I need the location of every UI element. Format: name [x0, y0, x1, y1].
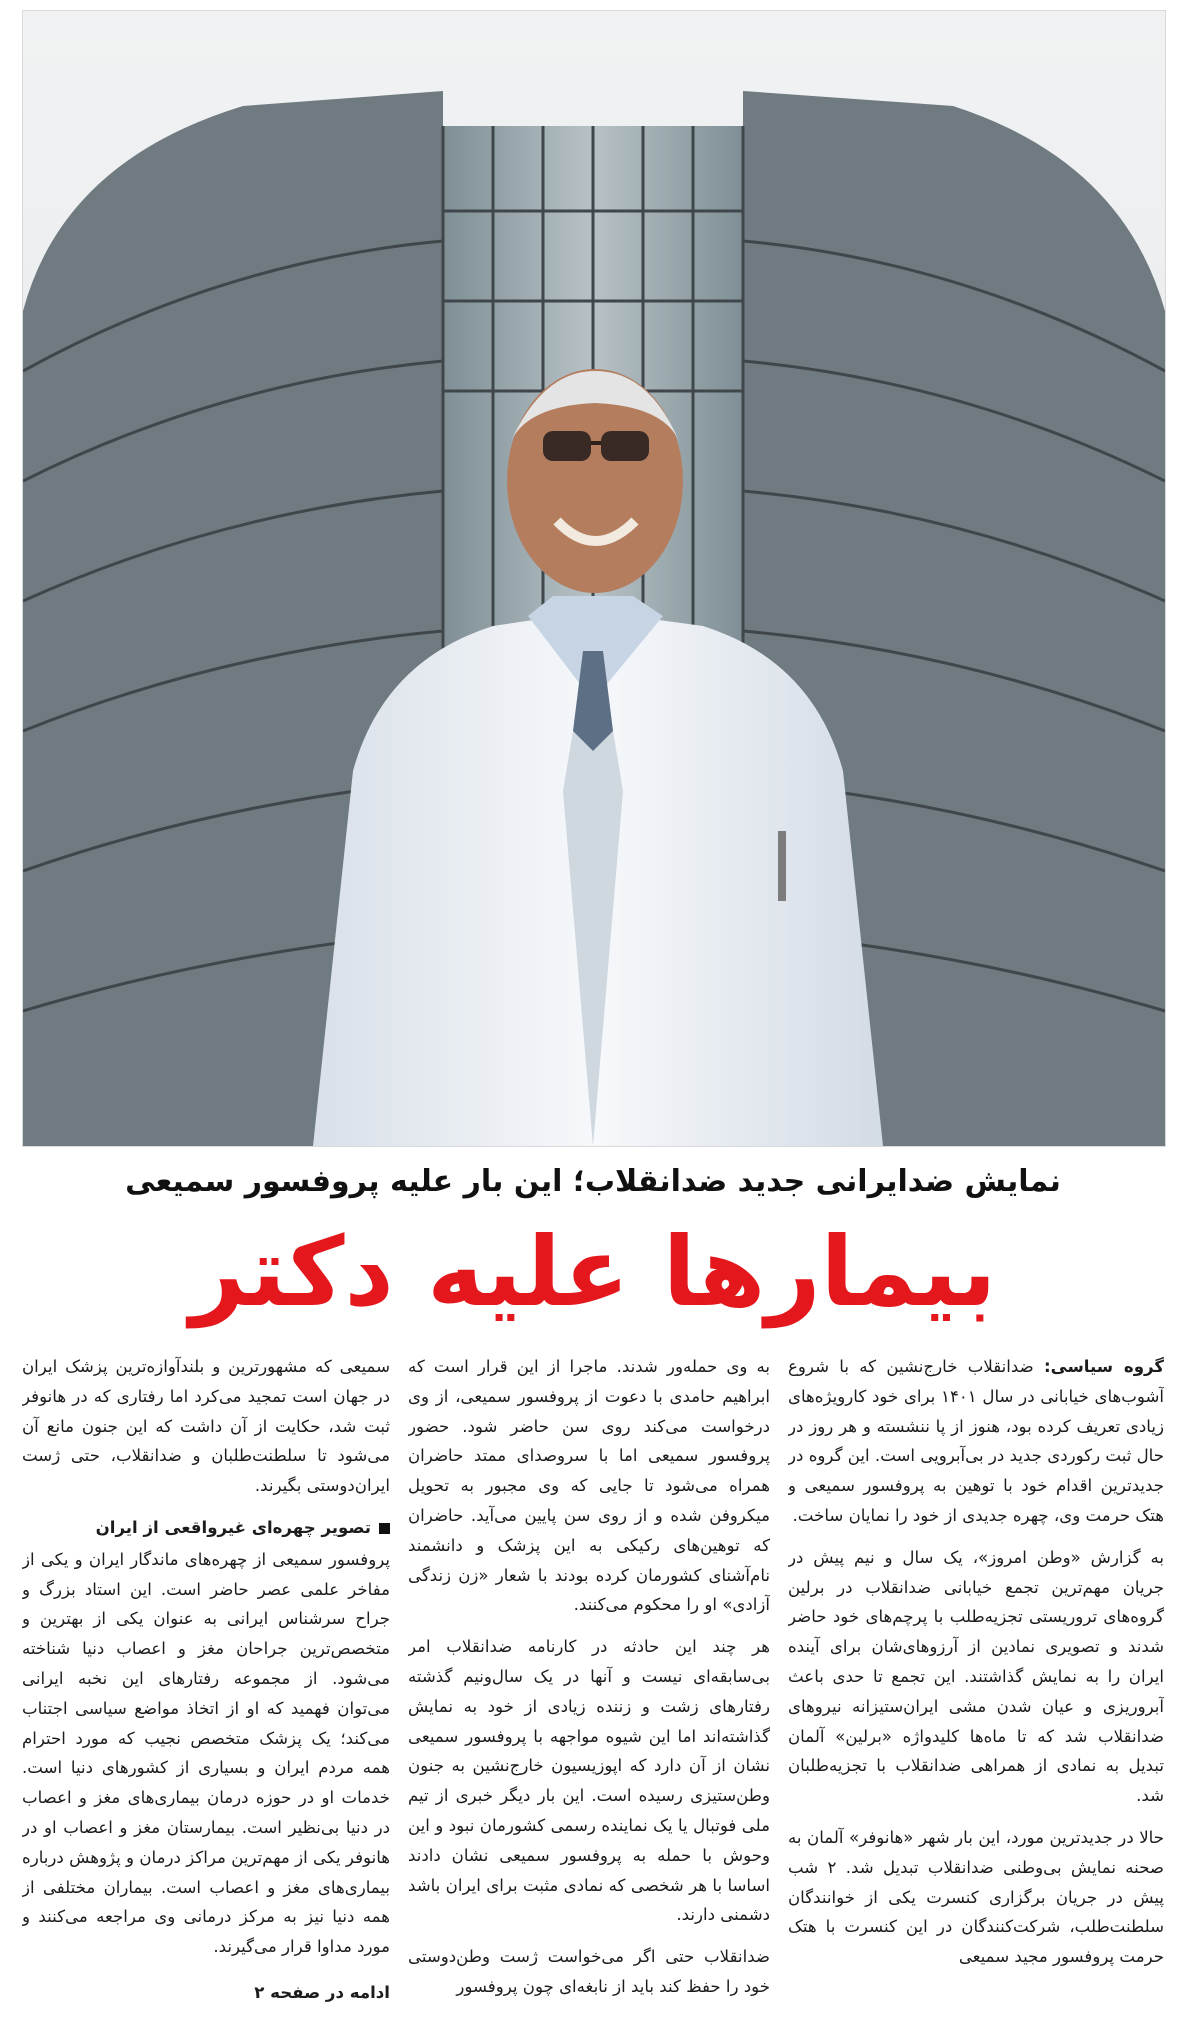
article-column-middle	[408, 1352, 770, 2008]
article-title: بیمارها علیه دکتر	[189, 1216, 997, 1328]
article-photo	[22, 10, 1166, 1147]
dateline: گروه سیاسی:	[1044, 1357, 1164, 1376]
paragraph: ضدانقلاب حتی اگر می‌خواست ژست وطن‌دوستی خود را حفظ کند باید از نابغه‌ای چون پروفسور	[408, 1947, 770, 1996]
article-column-left	[22, 1352, 390, 2008]
paragraph: به گزارش «وطن امروز»، یک سال و نیم پیش در جریان مهم‌ترین تجمع خیابانی ضدانقلاب در برلین گروه‌های تروریستی تجزیه‌طلب با پرچم‌های خود حاضر شدند و تصویری نمادین از آرزوهای‌شان برای آینده ایران را به نمایش گذاشتند. این تجمع تا حدی باعث آبروریزی و عیان شدن مشی ایران‌ستیزانه نیروهای ضدانقلاب شد که تا ماه‌ها کلیدواژه «برلین» آلمان تبدیل به نمادی از همراهی ضدانقلاب با تجزیه‌طلبان شد.	[788, 1547, 1164, 1806]
section-heading-text: تصویر چهره‌ای غیرواقعی از ایران	[95, 1517, 371, 1537]
paragraph: حالا در جدیدترین مورد، این بار شهر «هانوفر» آلمان به صحنه نمایش بی‌وطنی ضدانقلاب تبدیل شد. ۲ شب پیش در جریان برگزاری کنسرت یکی از خوانندگان سلطنت‌طلب، شرکت‌کنندگان در این کنسرت با هتک حرمت پروفسور مجید سمیعی	[788, 1827, 1164, 1967]
professor-building-illustration	[23, 11, 1165, 1146]
section-heading	[22, 1513, 390, 1543]
paragraph: پروفسور سمیعی از چهره‌های ماندگار ایران و یکی از مفاخر علمی عصر حاضر است. این استاد بزرگ و جراح سرشناس ایرانی به عنوان یکی از بهترین و متخصص‌ترین جراحان مغز و اعصاب دنیا شناخته می‌شود. از مجموعه رفتارهای این نخبه ایرانی می‌توان فهمید که او از اتخاذ مواضع سیاسی اجتناب می‌کند؛ یک پزشک متخصص نجیب که مورد احترام همه مردم ایران و بسیاری از کشورهای دنیا است. خدمات او در حوزه درمان بیماری‌های مغز و اعصاب در دنیا بی‌نظیر است. بیمارستان مغز و اعصاب او در هانوفر یکی از مهم‌ترین مراکز درمان و پژوهش درباره بیماری‌های مغز و اعصاب است. بیماران مختلفی از همه دنیا نیز به مرکز درمانی وی مراجعه می‌کنند و مورد مداوا قرار می‌گیرند.	[22, 1549, 390, 1957]
paragraph: هر چند این حادثه در کارنامه ضدانقلاب امر بی‌سابقه‌ای نیست و آنها در یک سال‌ونیم گذشته رفتارهای زشت و زننده زیادی از خود به نمایش گذاشته‌اند اما این شیوه مواجهه با پروفسور سمیعی نشان از آن دارد که اپوزیسیون خارج‌نشین به جنون وطن‌ستیزی رسیده است. این بار دیگر خبری از تیم ملی فوتبال یا یک نماینده رسمی کشورمان نبود و این وحوش با حمله به پروفسور سمیعی نشان دادند اساسا با هر شخصی که نمادی مثبت برای ایران باشد دشمنی دارند.	[408, 1637, 770, 1925]
paragraph: سمیعی که مشهورترین و بلندآوازه‌ترین پزشک ایران در جهان است تمجید می‌کرد اما رفتاری که در هانوفر ثبت شد، حکایت از آن داشت که این جنون مانع آن می‌شود تا سلطنت‌طلبان و ضدانقلاب، حتی ژست ایران‌دوستی بگیرند.	[22, 1357, 390, 1496]
paragraph	[788, 1352, 1164, 1531]
paragraph-text: ضدانقلاب خارج‌نشین که با شروع آشوب‌های خیابانی در سال ۱۴۰۱ برای خود کارویژه‌های زیادی تعریف کرده بود، هنوز از پا ننشسته و هر روز در حال ثبت رکوردی جدید در بی‌آبرویی است. این گروه در جدیدترین اقدام خود با توهین به پروفسور سمیعی و هتک حرمت وی، چهره جدیدی از خود را نمایان ساخت.	[788, 1357, 1164, 1525]
paragraph: به وی حمله‌ور شدند. ماجرا از این قرار است که ابراهیم حامدی با دعوت از پروفسور سمیعی، از وی درخواست می‌کند روی سن حاضر شود. حضور پروفسور سمیعی اما با سروصدای ممتد حاضران همراه می‌شود تا جایی که وی مجبور به تحویل میکروفن شده و از روی سن پایین می‌آید. حاضران که توهین‌های رکیکی به این پزشک و دانشمند نام‌آشنای کشورمان کرده بودند با شعار «زن زندگی آزادی» او را محکوم می‌کنند.	[408, 1357, 770, 1615]
square-bullet-icon	[379, 1523, 390, 1534]
continued-on-page-link[interactable]: ادامه در صفحه ۲	[254, 1983, 390, 2003]
article-column-right	[788, 1352, 1164, 2008]
article-subtitle: نمایش ضدایرانی جدید ضدانقلاب؛ این بار علیه پروفسور سمیعی	[125, 1164, 1061, 1199]
